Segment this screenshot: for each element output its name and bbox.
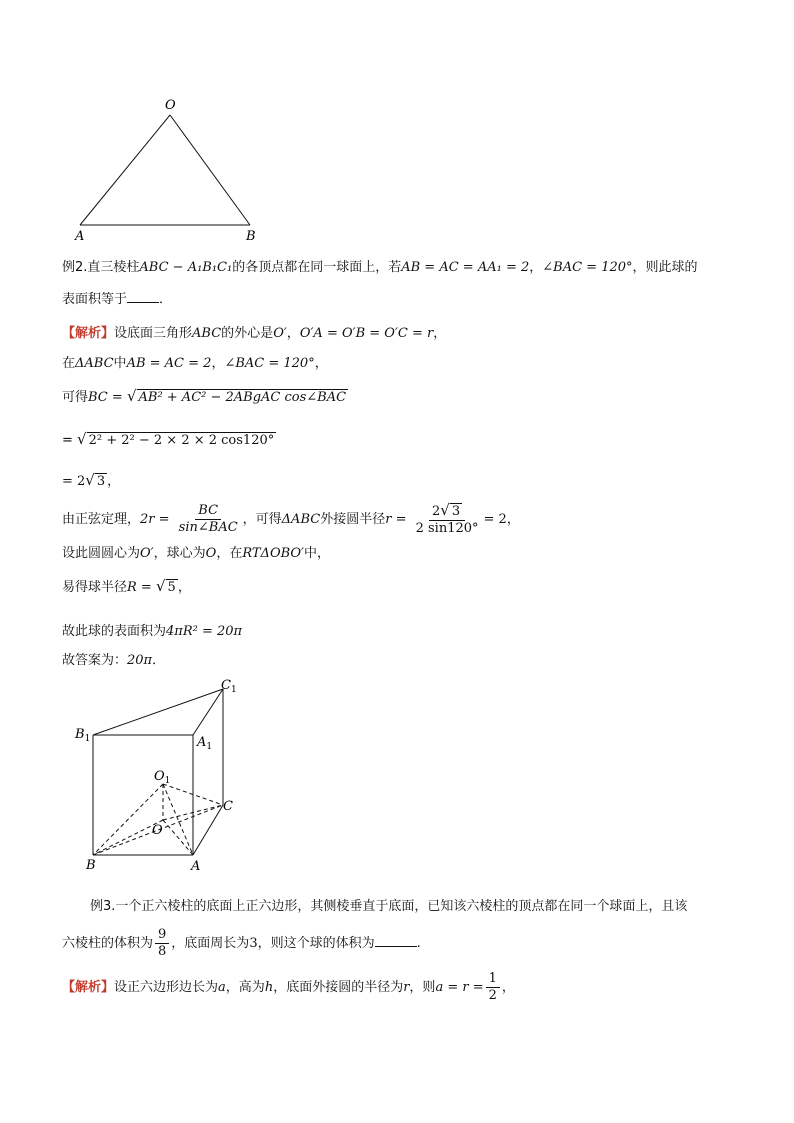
frac-den: 2	[488, 988, 497, 1003]
sol3-h: a = r =	[435, 980, 484, 995]
sol-l7e: ，在	[216, 546, 243, 561]
sol3-line	[62, 972, 515, 1003]
hidden-o-a	[163, 820, 193, 855]
frac-den2: 2 sin120°	[415, 521, 479, 536]
sol-l8a: 易得球半径	[62, 580, 128, 595]
sol-l10a: 故答案为：	[62, 653, 128, 668]
sol3-a: 设正六边形边长为	[114, 980, 219, 995]
label-o: O	[152, 823, 163, 838]
edge-oa	[80, 115, 170, 225]
prism-figure	[66, 672, 256, 878]
sol-l7g: 中，	[304, 546, 331, 561]
sol-l2a: 在	[62, 356, 76, 371]
analysis-tag: 【解析】	[62, 980, 115, 995]
sol-l9b: 4πR² = 20π	[166, 624, 243, 639]
sol-l7d: O	[205, 546, 217, 561]
sol-l6f: r =	[385, 512, 407, 527]
ex3-l2d: ，则这个球的体积为	[257, 936, 375, 951]
sol-line4	[62, 430, 276, 448]
label-a1: $A_1$	[197, 735, 213, 752]
sol-l2b: ΔABC	[75, 356, 114, 371]
sol-l3a: 可得	[62, 390, 89, 405]
sol-l4b: 2² + 2² − 2 × 2 × 2 cos120°	[88, 433, 275, 448]
answer-blank	[375, 936, 417, 947]
sol3-i: ，	[501, 980, 515, 995]
ex2-prefix: 例2.直三棱柱	[62, 260, 140, 275]
fraction-radius	[413, 503, 482, 536]
sol3-c: ，高为	[225, 980, 265, 995]
sol-l6c: ，可得	[242, 512, 282, 527]
sol-l5b: 3	[96, 474, 106, 489]
frac-num: 1	[486, 972, 500, 988]
frac-num: 9	[155, 928, 169, 944]
ex3-l2b: ，底面周长为	[171, 936, 250, 951]
sol-l10b: 20π	[127, 653, 153, 668]
sol-l6b: 2r =	[140, 512, 170, 527]
sol-l3c: AB² + AC² − 2ABgAC cos∠BAC	[138, 390, 347, 405]
label-o: O	[165, 98, 176, 113]
ex2-suffix: ，则此球的	[632, 260, 698, 275]
ex2-line1: 例2.直三棱柱ABC − A₁B₁C₁的各顶点都在同一球面上，若AB = AC = AA₁ = 2，∠BAC = 120°，则此球的	[62, 260, 698, 275]
label-c: C	[223, 799, 233, 814]
sol-l1c: 的外心是	[221, 326, 274, 341]
sol-line5: = 2√ 3 ，	[62, 471, 121, 489]
sol-l6g: = 2	[483, 512, 507, 527]
edge-a-c	[193, 805, 223, 855]
sol-l6e: 外接圆半径	[320, 512, 386, 527]
sol-l7c: ，球心为	[153, 546, 206, 561]
label-a: A	[191, 859, 201, 874]
label-c1: $C_1$	[221, 678, 237, 695]
sol-l7f: RTΔOBO′	[242, 546, 305, 561]
sol-line8: 易得球半径R = √ 5 ，	[62, 577, 191, 595]
sol-l1e: O′A = O′B = O′C = r	[299, 326, 434, 341]
sol-l2d: AB = AC = 2	[126, 356, 212, 371]
sol3-d: h	[264, 980, 274, 995]
sol-line3	[62, 386, 348, 405]
sol-l1d: O′	[273, 326, 287, 341]
sol-l4a: =	[62, 433, 73, 448]
frac-num2-rad: 3	[451, 504, 461, 519]
edge-ob	[170, 115, 250, 225]
ex3-l2a: 六棱柱的体积为	[62, 936, 154, 951]
ex2-prism: ABC − A₁B₁C₁	[139, 260, 233, 275]
frac-num: BC	[195, 504, 221, 520]
frac-num2-coef: 2	[432, 504, 441, 519]
sol-l10c: ．	[152, 653, 166, 668]
label-a: A	[75, 229, 85, 244]
sol3-e: ，底面外接圆的半径为	[273, 980, 404, 995]
answer-blank	[127, 292, 159, 303]
sol-l7a: 设此圆圆心为	[62, 546, 141, 561]
sqrt-sign: √	[77, 430, 87, 448]
sol-l9a: 故此球的表面积为	[62, 624, 167, 639]
sol-l6a: 由正弦定理，	[62, 512, 141, 527]
sol-l8b: R =	[127, 580, 152, 595]
hidden-o1-a	[163, 784, 193, 855]
ex2-line2	[62, 288, 172, 307]
sqrt-sign: √	[440, 501, 450, 519]
ex3-line2	[62, 928, 421, 959]
ex2-cond: AB = AC = AA₁ = 2	[401, 260, 530, 275]
sqrt-sign: √	[85, 471, 95, 489]
sol-l7b: O′	[140, 546, 154, 561]
sol-line6: 由正弦定理，2r = $\frac{BC}{\text{sin∠BAC}}$ ，可得ΔABC外接圆半径r = $\frac{2√ 3}{2 \sin 120^\circ}$ = 2，	[62, 501, 520, 536]
edge-a1-c1	[193, 689, 223, 735]
ex3-l2e: .	[416, 936, 421, 951]
sqrt-sign: √	[126, 387, 137, 405]
sol3-b: a	[218, 980, 226, 995]
fraction-volume	[155, 928, 169, 959]
ex2-mid: 的各顶点都在同一球面上，若	[232, 260, 402, 275]
ex3-line1: 例3.一个正六棱柱的底面上正六边形，其侧棱垂直于底面，已知该六棱柱的顶点都在同一个球面上，且该	[90, 899, 688, 914]
sol-l2e: ∠BAC = 120°	[224, 356, 315, 371]
sol-line9	[62, 620, 242, 639]
label-b: B	[246, 229, 256, 244]
label-o1: $O_1$	[154, 769, 171, 786]
ex3-l2c: 3	[249, 936, 258, 951]
ex2-angle: ∠BAC = 120°	[542, 260, 633, 275]
frac-num2	[429, 503, 465, 521]
triangle-figure	[60, 95, 280, 245]
hidden-o1-b	[93, 784, 163, 855]
sol-l8c: 5	[167, 580, 176, 595]
sol-l1a: 设底面三角形	[114, 326, 193, 341]
sol-l5a: = 2	[62, 474, 86, 489]
fraction-half	[486, 972, 500, 1003]
sol-l6d: ΔABC	[281, 512, 321, 527]
sol-line1: 【解析】设底面三角形ABC的外心是O′，O′A = O′B = O′C = r，	[62, 326, 447, 341]
frac-den: sin∠BAC	[178, 520, 238, 535]
edge-b1-c1	[93, 689, 223, 735]
label-b: B	[86, 858, 96, 873]
fraction-bc-sin	[176, 504, 241, 535]
sol-line7	[62, 542, 330, 561]
sol-l3b: BC =	[88, 390, 123, 405]
sol3-f: r	[403, 980, 410, 995]
ex2-end: ．	[159, 292, 173, 307]
sol-l1b: ABC	[192, 326, 222, 341]
ex2-line2-text: 表面积等于	[62, 292, 128, 307]
sol-l2c: 中	[113, 356, 127, 371]
frac-den: 8	[158, 944, 167, 959]
sol3-g: ，则	[409, 980, 436, 995]
sqrt-sign: √	[155, 577, 166, 595]
sol-line10	[62, 649, 165, 668]
analysis-tag: 【解析】	[62, 326, 115, 341]
sol-line2: 在ΔABC中AB = AC = 2，∠BAC = 120°，	[62, 356, 328, 371]
label-b1: $B_1$	[75, 727, 91, 744]
